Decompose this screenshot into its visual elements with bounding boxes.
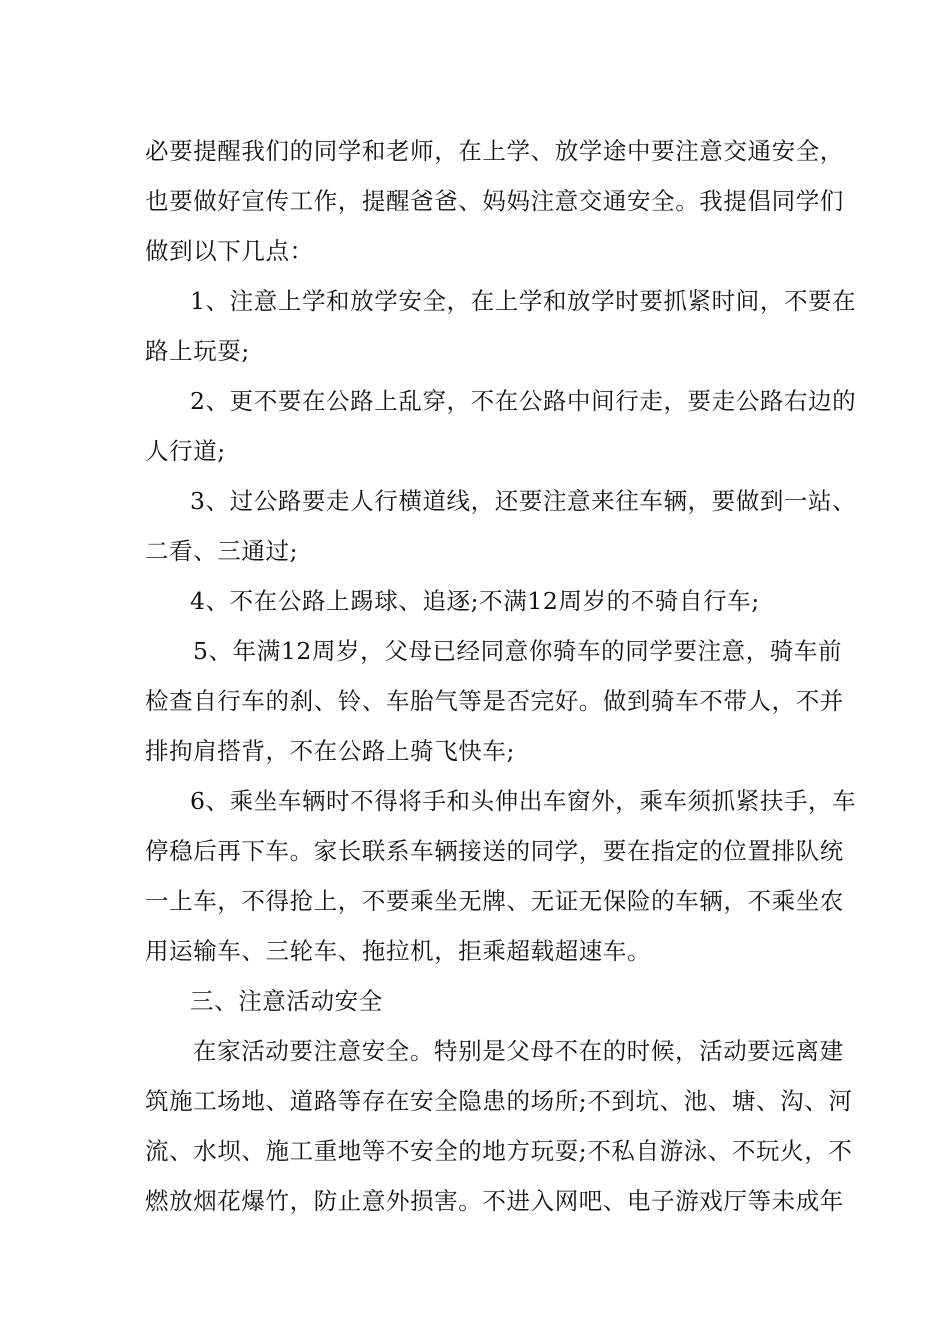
list-item-1-line: 路上玩耍;	[145, 337, 250, 365]
list-item-5-line: 检查自行车的刹、铃、车胎气等是否完好。做到骑车不带人，不并	[145, 687, 844, 715]
paragraph-line: 必要提醒我们的同学和老师，在上学、放学途中要注意交通安全，	[145, 137, 844, 165]
section-heading: 三、注意活动安全	[190, 987, 383, 1015]
list-item-2-line: 2、更不要在公路上乱穿，不在公路中间行走，要走公路右边的	[190, 387, 857, 415]
paragraph-line: 也要做好宣传工作，提醒爸爸、妈妈注意交通安全。我提倡同学们	[145, 187, 844, 215]
paragraph-line: 燃放烟花爆竹，防止意外损害。不进入网吧、电子游戏厅等未成年	[145, 1187, 844, 1215]
list-item-5-line: 5、年满12周岁，父母已经同意你骑车的同学要注意，骑车前	[193, 637, 843, 665]
list-item-1-line: 1、注意上学和放学安全，在上学和放学时要抓紧时间，不要在	[190, 287, 857, 315]
list-item-6-line: 停稳后再下车。家长联系车辆接送的同学，要在指定的位置排队统	[145, 837, 844, 865]
list-item-6-line: 一上车，不得抢上，不要乘坐无牌、无证无保险的车辆，不乘坐农	[145, 887, 844, 915]
paragraph-line: 在家活动要注意安全。特别是父母不在的时候，活动要远离建	[193, 1037, 844, 1065]
list-item-6-line: 6、乘坐车辆时不得将手和头伸出车窗外，乘车须抓紧扶手，车	[190, 787, 857, 815]
paragraph-line: 做到以下几点：	[145, 237, 314, 265]
paragraph-line: 流、水坝、施工重地等不安全的地方玩耍;不私自游泳、不玩火，不	[145, 1137, 853, 1165]
list-item-4-line: 4、不在公路上踢球、追逐;不满12周岁的不骑自行车;	[190, 587, 760, 615]
list-item-5-line: 排拘肩搭背，不在公路上骑飞快车;	[145, 737, 516, 765]
list-item-3-line: 3、过公路要走人行横道线，还要注意来往车辆，要做到一站、	[190, 487, 857, 515]
list-item-3-line: 二看、三通过;	[145, 537, 299, 565]
paragraph-line: 筑施工场地、道路等存在安全隐患的场所;不到坑、池、塘、沟、河	[145, 1087, 853, 1115]
list-item-2-line: 人行道;	[145, 437, 226, 465]
list-item-6-line: 用运输车、三轮车、拖拉机，拒乘超载超速车。	[145, 937, 652, 965]
